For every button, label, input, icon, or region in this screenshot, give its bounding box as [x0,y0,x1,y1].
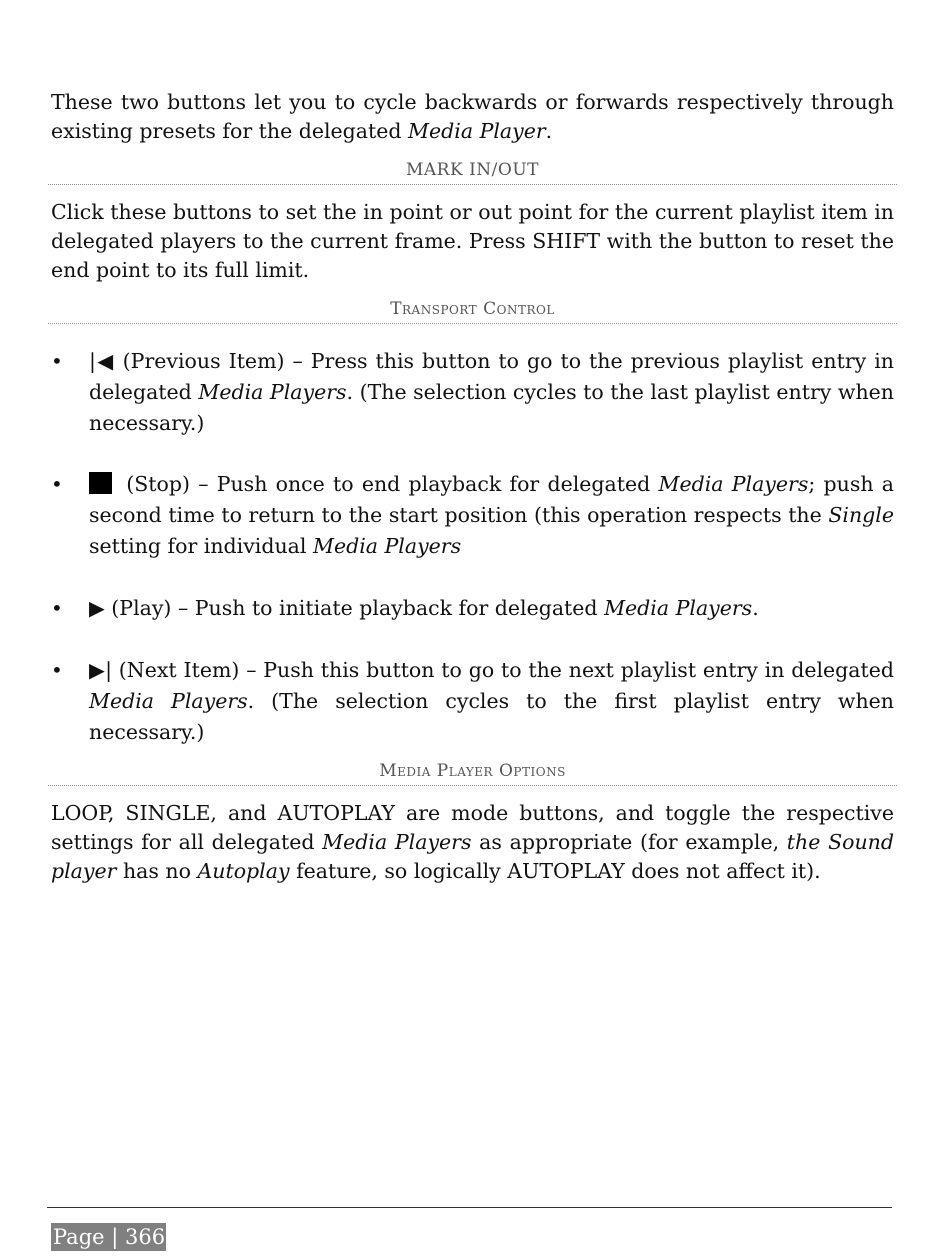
options-text-3: has no [116,859,198,883]
options-text: LOOP, SINGLE, and AUTOPLAY are mode buttons, and toggle the respective settings for all delegated [51,801,894,854]
options-text-4: feature, so logically AUTOPLAY does not affect it). [289,859,821,883]
previous-text: (Previous Item) – Press this button to go to the previous playlist entry in delegated [89,349,894,404]
mark-in-out-paragraph: Click these buttons to set the in point or out point for the current playlist item in delegated players to the current frame. Press SHIFT with the button to reset the end point to its full limit. [51,200,894,282]
play-emphasis: Media Players [604,596,753,620]
stop-text-3: setting for individual [89,534,313,558]
stop-text-2: ; push a second time to return to the start position (this operation respects the [89,472,895,527]
stop-emphasis: Media Players [658,472,809,496]
options-emphasis: Media Players [322,830,472,854]
intro-text: These two buttons let you to cycle backwards or forwards respectively through existing presets for the delegated [51,90,894,143]
previous-text-end: . (The selection cycles to the last playlist entry when necessary.) [89,380,895,435]
list-item-previous [51,346,894,439]
options-emphasis-2: the Sound player [51,830,894,883]
next-text: (Next Item) – Push this button to go to the next playlist entry in delegated [111,658,894,682]
stop-square-icon [89,472,112,494]
page-number: Page | 366 [53,1225,166,1249]
bullet-icon [51,655,61,686]
play-text: (Play) – Push to initiate playback for delegated [104,596,605,620]
previous-emphasis: Media Players [198,380,347,404]
play-text-end: . [752,596,759,620]
options-text-2: as appropriate (for example, [471,830,787,854]
intro-emphasis: Media Player [408,119,546,143]
transport-list [51,346,894,748]
page-content [51,88,894,886]
previous-item-glyph: |◀ [89,349,115,373]
list-item-stop [51,469,894,562]
stop-emphasis-3: Media Players [312,534,462,558]
section-heading-transport-control: Transport Control [48,296,897,324]
next-text-end: . (The selection cycles to the first playlist entry when necessary.) [89,689,895,744]
footer-divider [47,1207,892,1208]
play-glyph: ▶ [89,596,105,620]
next-emphasis: Media Players [89,689,248,713]
bullet-icon [51,346,61,377]
intro-paragraph [51,88,894,146]
bullet-icon [51,469,61,500]
stop-text: (Stop) – Push once to end playback for delegated [118,472,659,496]
section-heading-mark-in-out: MARK IN/OUT [48,157,897,185]
options-emphasis-3: Autoplay [197,859,290,883]
section-heading-media-player-options: Media Player Options [48,758,897,786]
intro-text-end: . [545,119,553,143]
list-item-next [51,655,894,748]
stop-emphasis-2: Single [828,503,894,527]
next-item-glyph: ▶| [89,658,112,682]
options-paragraph [51,799,894,886]
list-item-play [51,593,894,624]
bullet-icon [51,593,61,624]
